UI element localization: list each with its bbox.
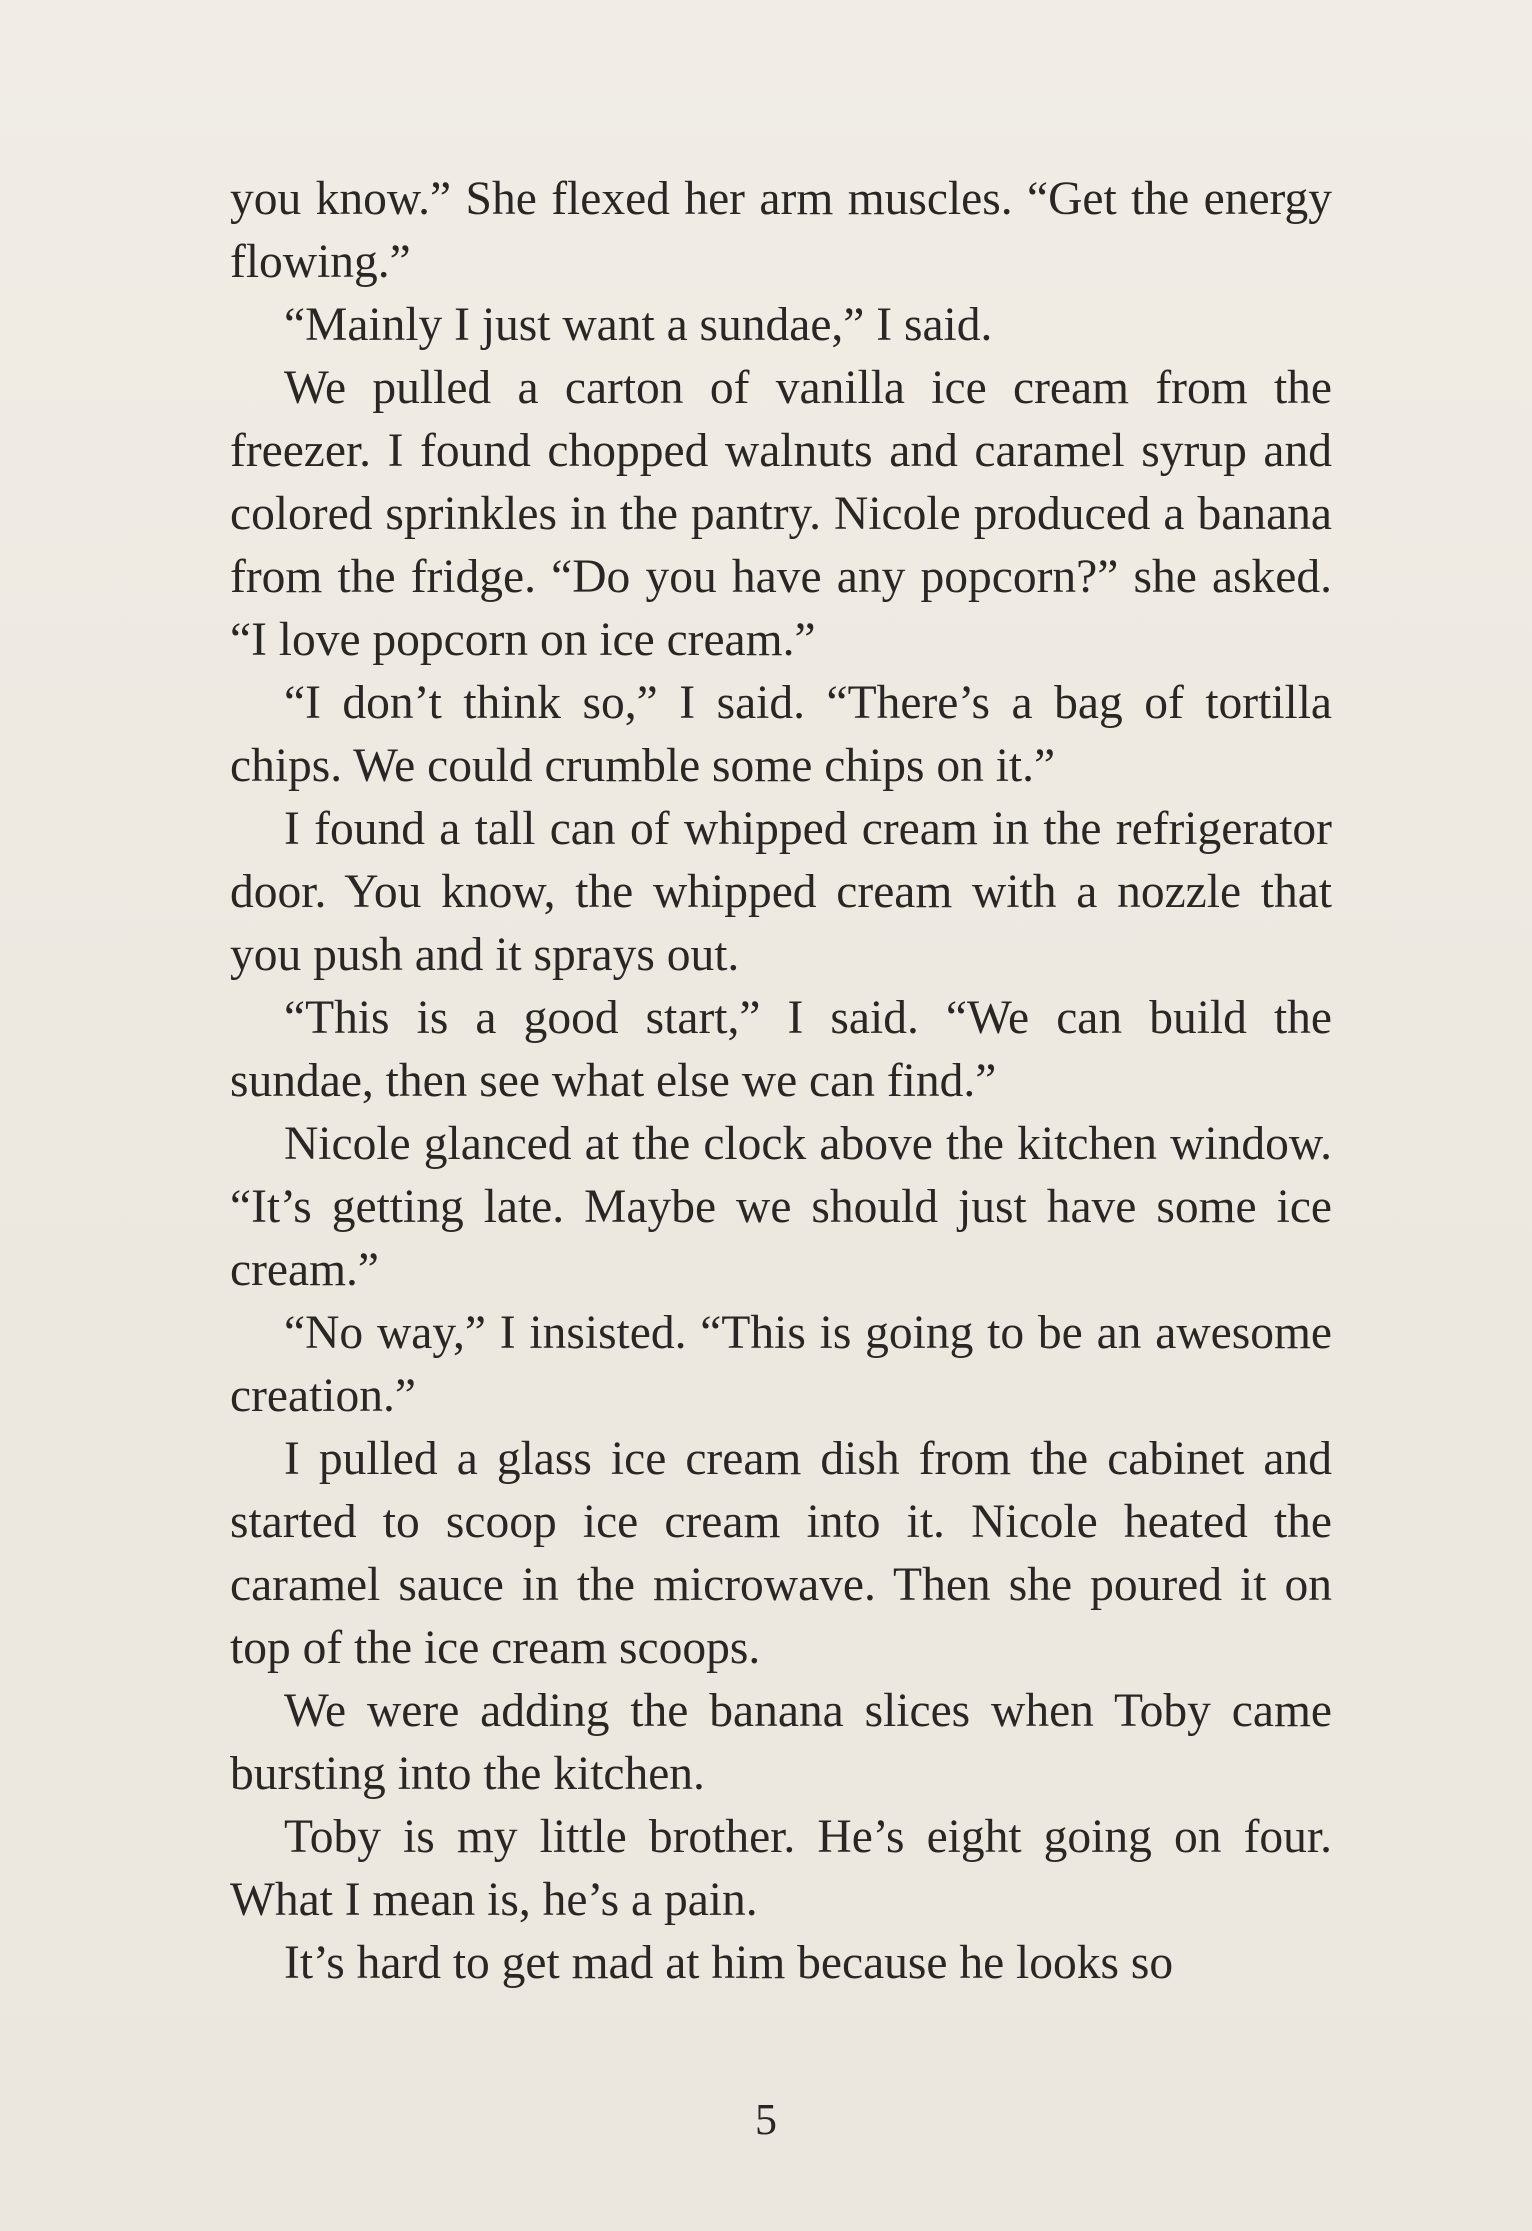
paragraph: We were adding the banana slices when Toby came bursting into the kitchen.	[230, 1685, 1332, 1800]
paragraph: I pulled a glass ice cream dish from the cabinet and started to scoop ice cream into it. Nicole heated the caramel sauce in the microwave. Then she poured it on top of the ice cream scoops.	[230, 1433, 1332, 1674]
paragraph: “I don’t think so,” I said. “There’s a bag of tortilla chips. We could crumble some chips on it.”	[230, 677, 1332, 792]
paragraph: We pulled a carton of vanilla ice cream from the freezer. I found chopped walnuts and caramel syrup and colored sprinkles in the pantry. Nicole produced a banana from the fridge. “Do you have any popcorn?” she asked. “I love popcorn on ice cream.”	[230, 362, 1332, 666]
body-text	[230, 168, 1332, 1995]
paragraph: “No way,” I insisted. “This is going to be an awesome creation.”	[230, 1307, 1332, 1422]
paragraph: I found a tall can of whipped cream in the refrigerator door. You know, the whipped cream with a nozzle that you push and it sprays out.	[230, 803, 1332, 981]
page-number: 5	[755, 2095, 777, 2144]
paragraph: Toby is my little brother. He’s eight going on four. What I mean is, he’s a pain.	[230, 1811, 1332, 1926]
paragraph: you know.” She flexed her arm muscles. “Get the energy flowing.”	[230, 173, 1332, 288]
paragraph: “Mainly I just want a sundae,” I said.	[284, 299, 993, 351]
paragraph: It’s hard to get mad at him because he looks so	[284, 1937, 1174, 1989]
paragraph: “This is a good start,” I said. “We can build the sundae, then see what else we can find.”	[230, 992, 1332, 1107]
paragraph: Nicole glanced at the clock above the kitchen window. “It’s getting late. Maybe we should just have some ice cream.”	[230, 1118, 1332, 1296]
